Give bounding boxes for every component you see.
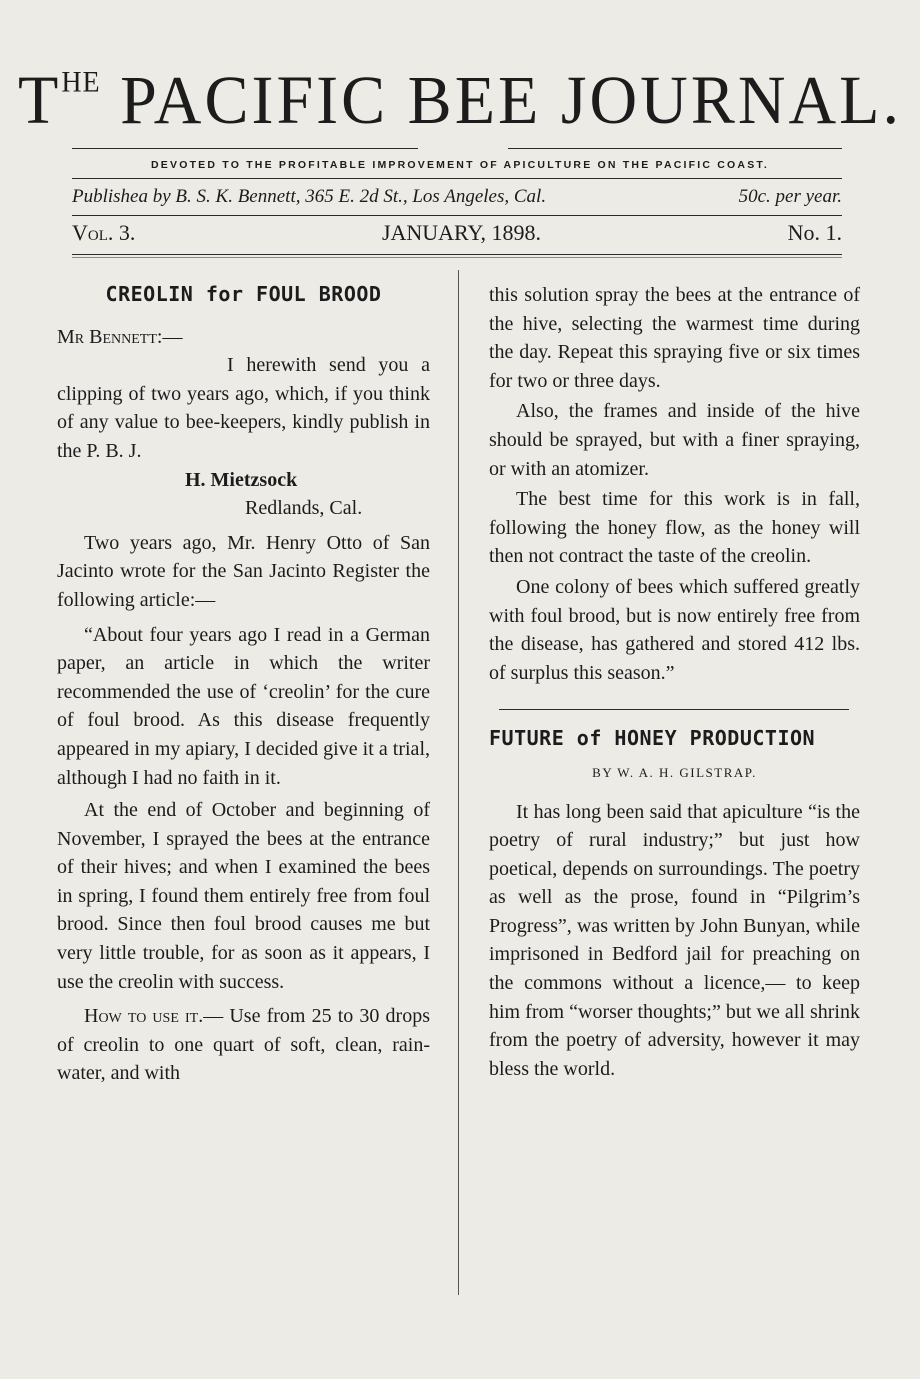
salutation: Mr Bennett:— <box>57 325 183 348</box>
subscription-price: 50c. per year. <box>738 186 842 207</box>
rule-under-publisher <box>72 215 842 216</box>
published-by: Publishea by B. S. K. Bennett, 365 E. 2d St., Los Angeles, Cal. <box>72 186 547 207</box>
issue-line <box>72 220 842 246</box>
rule-under-tagline <box>72 178 842 179</box>
article1-paragraph-2: “About four years ago I read in a German paper, an article in which the writer recommended the use of ‘creolin’ for the cure of foul brood. As this disease frequently appeared in my apiary, I decided give it a trial, although I had no faith in it. <box>57 623 430 789</box>
right-column <box>489 281 860 1083</box>
left-column <box>57 280 430 1088</box>
article1-paragraph-5: this solution spray the bees at the entrance of the hive, selecting the warmest time during the day. Repeat this spraying five or six times for two or three days. <box>489 284 860 392</box>
article1-paragraph-3: At the end of October and beginning of November, I sprayed the bees at the entrance of their hives; and when I examined the bees in spring, I found them entirely free from foul brood. Since then foul brood causes me but very little trouble, for as soon as it appears, I use the creolin with success. <box>57 799 430 993</box>
issue-date: JANUARY, 1898. <box>381 220 542 245</box>
article1-headline: CREOLIN for FOUL BROOD <box>105 282 382 306</box>
journal-title <box>0 62 920 139</box>
article2-byline: BY W. A. H. GILSTRAP. <box>592 764 757 780</box>
devoted-tagline: DEVOTED TO THE PROFITABLE IMPROVEMENT OF APICULTURE ON THE PACIFIC COAST. <box>151 159 769 171</box>
how-to-use-lead: How to use it.— <box>84 1005 224 1028</box>
column-divider <box>458 270 459 1295</box>
article1-paragraph-1: Two years ago, Mr. Henry Otto of San Jacinto wrote for the San Jacinto Register the following article:— <box>57 531 430 611</box>
article1-paragraph-8: One colony of bees which suffered greatly with foul brood, but is now entirely free from the disease, has gathered and stored 412 lbs. of surplus this season.” <box>489 575 860 684</box>
article-separator-rule <box>499 709 849 710</box>
title-initial: T <box>18 62 62 139</box>
rule-under-issue <box>72 254 842 255</box>
volume: Vol. 3. <box>72 220 136 245</box>
rule-top-left <box>72 148 418 149</box>
signature-name: H. Mietzsock <box>185 468 298 491</box>
issue-number: No. 1. <box>787 220 842 245</box>
article1-paragraph-7: The best time for this work is in fall, following the honey flow, as the honey will then not contract the taste of the creolin. <box>489 488 860 568</box>
publisher-line <box>72 186 842 208</box>
letter-text: I herewith send you a clipping of two years ago, which, if you think of any value to bee-keepers, kindly publish in the P. B. J. <box>57 354 430 462</box>
title-superscript: HE <box>61 66 101 99</box>
article1-paragraph-6: Also, the frames and inside of the hive should be sprayed, but with a finer spraying, or with an atomizer. <box>489 400 860 480</box>
signature-place: Redlands, Cal. <box>245 497 363 520</box>
article2-headline: FUTURE of HONEY PRODUCTION <box>489 726 816 751</box>
rule-under-issue-2 <box>72 257 842 258</box>
rule-top-right <box>508 148 842 149</box>
article2-paragraph-1: It has long been said that apiculture “is the poetry of rural industry;” but just how poetical, depends on surroundings. The poetry as well as the prose, found in “Pilgrim’s Progress”, was written by John Bunyan, while imprisoned in Bedford jail for preaching on the commons without a licence,— to keep him from “worser thoughts;” but we all shrink from the poetry of adversity, however it may bless the world. <box>489 800 860 1080</box>
how-to-use-text: Use from 25 to 30 drops of creolin to one quart of soft, clean, rain-water, and with <box>57 1005 430 1085</box>
article1-paragraph-4 <box>57 1002 430 1088</box>
title-text: PACIFIC BEE JOURNAL. <box>100 62 902 139</box>
